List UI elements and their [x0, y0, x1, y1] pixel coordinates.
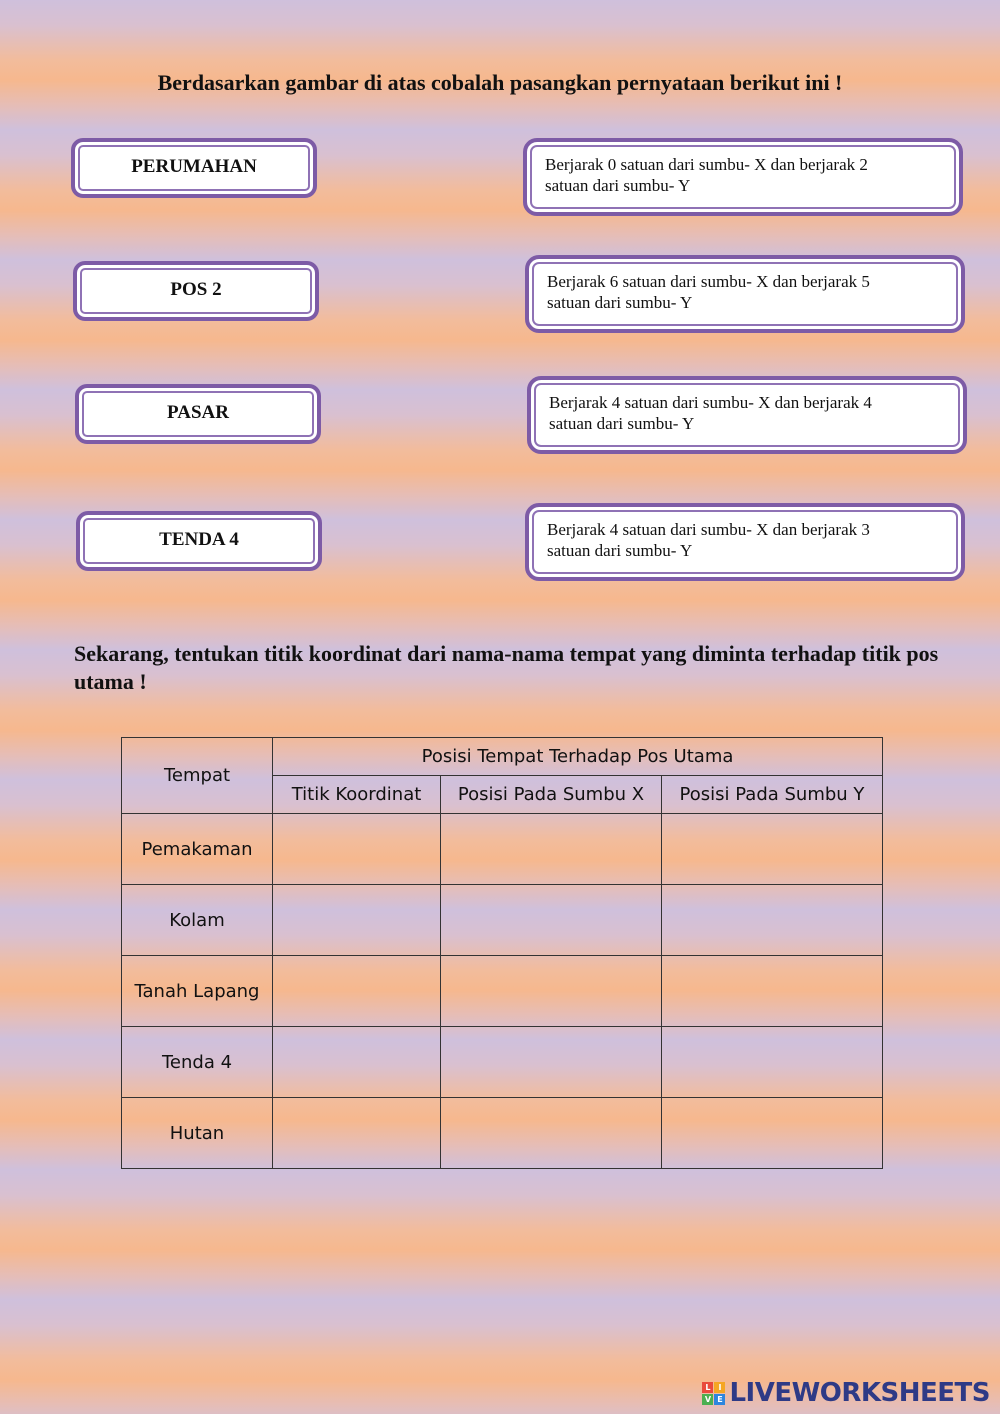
- logo-square-e: E: [714, 1394, 725, 1405]
- answer-y-cell[interactable]: [662, 1098, 883, 1169]
- answer-x-cell[interactable]: [441, 885, 662, 956]
- answer-y-cell[interactable]: [662, 1027, 883, 1098]
- table-row: [122, 1027, 883, 1098]
- answer-coordinate-cell[interactable]: [273, 1098, 441, 1169]
- answer-coordinate-cell[interactable]: [273, 814, 441, 885]
- answer-x-cell[interactable]: [441, 1098, 662, 1169]
- table-row: [122, 814, 883, 885]
- match-description-text: Berjarak 6 satuan dari sumbu- X dan berjarak 5 satuan dari sumbu- Y: [547, 272, 870, 312]
- match-name-label: PERUMAHAN: [131, 156, 257, 177]
- match-description-text: Berjarak 4 satuan dari sumbu- X dan berjarak 3 satuan dari sumbu- Y: [547, 520, 870, 560]
- match-description-box-1[interactable]: [523, 138, 963, 216]
- header-position-group: Posisi Tempat Terhadap Pos Utama: [273, 738, 883, 776]
- logo-square-v: V: [702, 1394, 713, 1405]
- answer-x-cell[interactable]: [441, 956, 662, 1027]
- answer-coordinate-cell[interactable]: [273, 956, 441, 1027]
- row-place-label: Tenda 4: [122, 1027, 273, 1098]
- match-name-label: PASAR: [167, 402, 229, 423]
- match-name-box-pasar[interactable]: [75, 384, 321, 444]
- answer-coordinate-cell[interactable]: [273, 1027, 441, 1098]
- header-coordinate: Titik Koordinat: [273, 776, 441, 814]
- header-x-axis: Posisi Pada Sumbu X: [441, 776, 662, 814]
- match-description-text: Berjarak 0 satuan dari sumbu- X dan berjarak 2 satuan dari sumbu- Y: [545, 155, 868, 195]
- matching-instruction: Berdasarkan gambar di atas cobalah pasangkan pernyataan berikut ini !: [157, 70, 843, 95]
- row-place-label: Hutan: [122, 1098, 273, 1169]
- match-name-box-pos-2[interactable]: [73, 261, 319, 321]
- row-place-label: Kolam: [122, 885, 273, 956]
- liveworksheets-logo-text: LIVEWORKSHEETS: [729, 1378, 990, 1408]
- match-name-box-perumahan[interactable]: [71, 138, 317, 198]
- coordinate-table: [121, 737, 883, 1169]
- match-description-box-2[interactable]: [525, 255, 965, 333]
- answer-y-cell[interactable]: [662, 885, 883, 956]
- logo-square-l: L: [702, 1382, 713, 1393]
- header-place: Tempat: [122, 738, 273, 814]
- logo-square-i: I: [714, 1382, 725, 1393]
- match-name-label: TENDA 4: [159, 529, 239, 550]
- header-y-axis: Posisi Pada Sumbu Y: [662, 776, 883, 814]
- answer-x-cell[interactable]: [441, 1027, 662, 1098]
- row-place-label: Tanah Lapang: [122, 956, 273, 1027]
- answer-y-cell[interactable]: [662, 814, 883, 885]
- table-instruction: Sekarang, tentukan titik koordinat dari nama-nama tempat yang diminta terhadap titik pos utama !: [74, 641, 939, 694]
- table-row: [122, 956, 883, 1027]
- answer-y-cell[interactable]: [662, 956, 883, 1027]
- answer-x-cell[interactable]: [441, 814, 662, 885]
- table-row: [122, 1098, 883, 1169]
- match-description-box-4[interactable]: [525, 503, 965, 581]
- table-row: [122, 885, 883, 956]
- answer-coordinate-cell[interactable]: [273, 885, 441, 956]
- match-description-text: Berjarak 4 satuan dari sumbu- X dan berjarak 4 satuan dari sumbu- Y: [549, 393, 872, 433]
- match-name-box-tenda-4[interactable]: [76, 511, 322, 571]
- match-description-box-3[interactable]: [527, 376, 967, 454]
- liveworksheets-logo-icon: [702, 1382, 725, 1405]
- row-place-label: Pemakaman: [122, 814, 273, 885]
- match-name-label: POS 2: [170, 279, 222, 300]
- liveworksheets-logo: [702, 1378, 990, 1408]
